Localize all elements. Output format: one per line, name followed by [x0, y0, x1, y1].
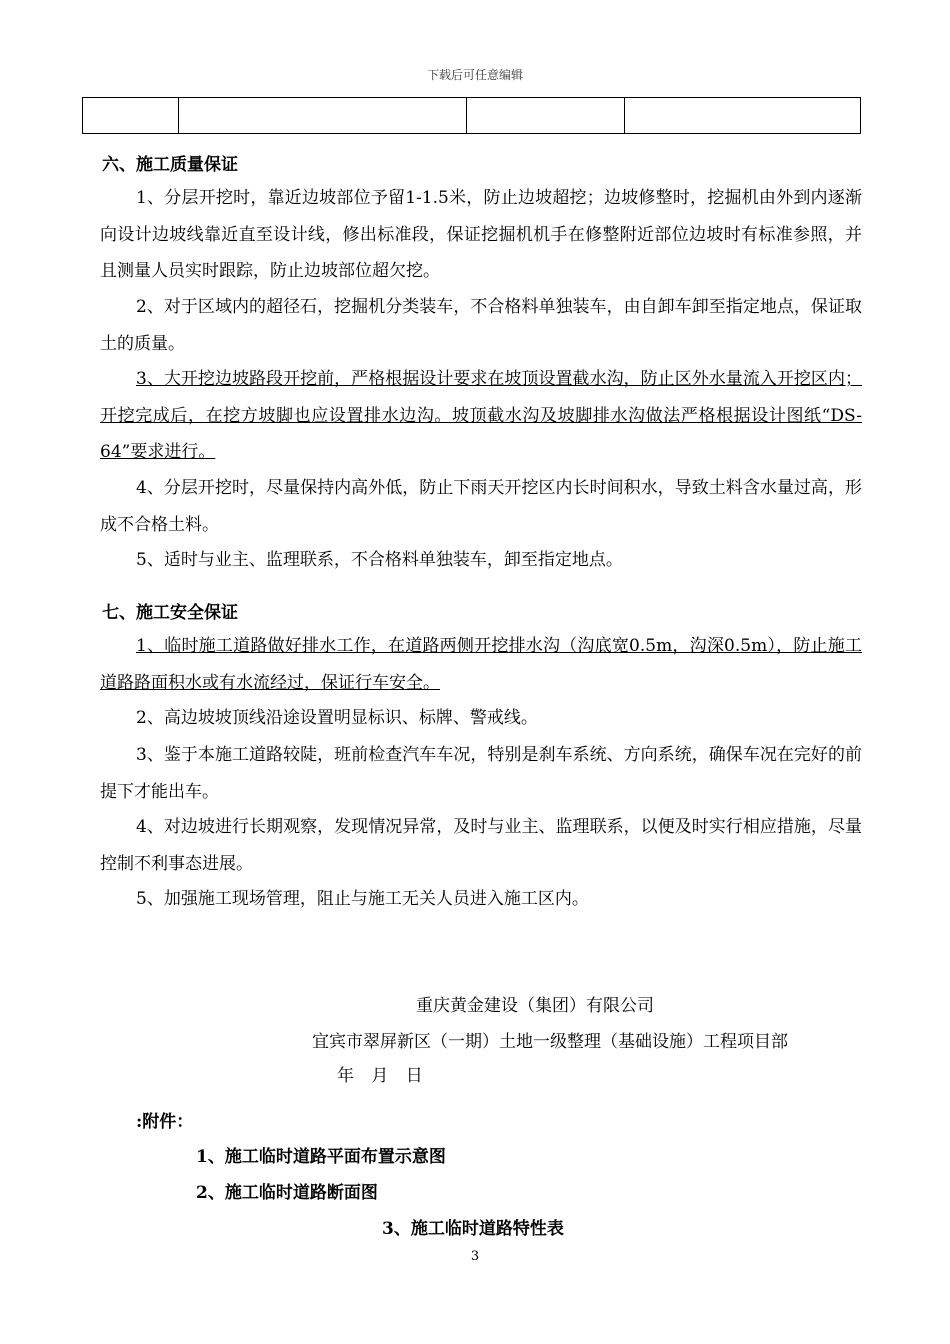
- attachment-item-3: 3、施工临时道路特性表: [382, 1219, 564, 1239]
- section6-item-4: 4、分层开挖时，尽量保持内高外低，防止下雨天开挖区内长时间积水，导致土料含水量过高，形成不合格土料。: [100, 478, 862, 535]
- section6-item-2: 2、对于区域内的超径石，挖掘机分类装车，不合格料单独装车，由自卸车卸至指定地点，保证取土的质量。: [100, 297, 862, 354]
- section7-item-4: 4、对边坡进行长期观察，发现情况异常，及时与业主、监理联系，以便及时实行相应措施，尽量控制不利事态进展。: [100, 817, 862, 874]
- section6-item-1: 1、分层开挖时，靠近边坡部位予留1-1.5米，防止边坡超挖；边坡修整时，挖掘机由外到内逐渐向设计边坡线靠近直至设计线，修出标准段，保证挖掘机机手在修整附近部位边坡时有标准参照，并且测量人员实时跟踪，防止边坡部位超欠挖。: [100, 188, 862, 281]
- project-department: 宜宾市翠屏新区（一期）土地一级整理（基础设施）工程项目部: [312, 1032, 788, 1052]
- page-header: 下载后可任意编辑: [426, 68, 523, 82]
- attachment-item-1: 1、施工临时道路平面布置示意图: [196, 1147, 446, 1167]
- page-number: 3: [470, 1249, 480, 1264]
- section7-item-3: 3、鉴于本施工道路较陡，班前检查汽车车况，特别是刹车系统、方向系统，确保车况在完好的前提下才能出车。: [100, 745, 862, 802]
- section7-title: 七、施工安全保证: [102, 603, 238, 623]
- table-cell: [625, 98, 861, 134]
- attachment-item-2: 2、施工临时道路断面图: [196, 1183, 378, 1203]
- table-fragment: [82, 97, 861, 134]
- section6-item-3: 3、大开挖边坡路段开挖前，严格根据设计要求在坡顶设置截水沟，防止区外水量流入开挖区内；开挖完成后，在挖方坡脚也应设置排水边沟。坡顶截水沟及坡脚排水沟做法严格根据设计图纸“DS-64”要求进行。: [100, 369, 862, 462]
- table-cell: [179, 98, 467, 134]
- company-name: 重庆黄金建设（集团）有限公司: [416, 996, 654, 1016]
- table-cell: [83, 98, 179, 134]
- table-cell: [467, 98, 625, 134]
- section7-item-1: 1、临时施工道路做好排水工作，在道路两侧开挖排水沟（沟底宽0.5m，沟深0.5m），防止施工道路路面积水或有水流经过，保证行车安全。: [100, 636, 862, 693]
- section7-item-2: 2、高边坡坡顶线沿途设置明显标识、标牌、警戒线。: [136, 708, 538, 728]
- section6-item-5: 5、适时与业主、监理联系，不合格料单独装车，卸至指定地点。: [136, 550, 623, 570]
- section6-title: 六、施工质量保证: [102, 155, 238, 175]
- attachments-label: :附件：: [136, 1112, 194, 1132]
- sign-date: 年 月 日: [337, 1066, 423, 1086]
- table-row: [83, 98, 861, 134]
- section7-item-5: 5、加强施工现场管理，阻止与施工无关人员进入施工区内。: [136, 889, 589, 909]
